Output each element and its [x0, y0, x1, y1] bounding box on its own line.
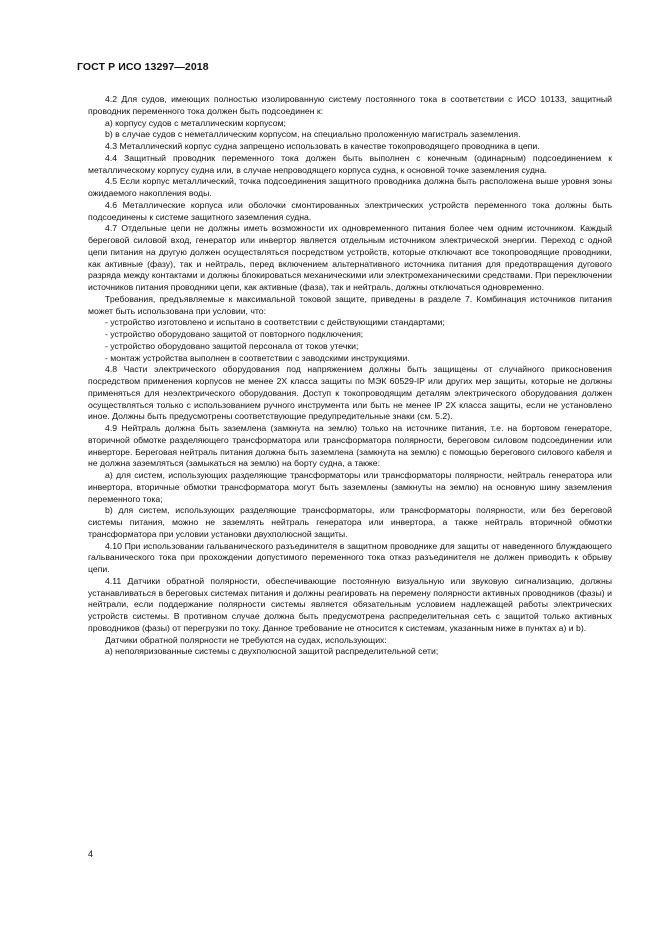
list-item-a: а) корпусу судов с металлическим корпусом; — [105, 117, 286, 128]
page-number: 4 — [88, 849, 94, 859]
list-item-b: b) в случае судов с неметаллическим корпусом, на специально проложенную магистраль заземления. — [105, 129, 521, 140]
list-item-a: а) неполяризованные системы с двухполюсной защитой распределительной сети; — [105, 646, 439, 657]
list-item-dash: - устройство оборудовано защитой персонала от токов утечки; — [105, 340, 359, 351]
paragraph-4-6: 4.6 Металлические корпуса или оболочки смонтированных электрических устройств переменного тока должны быть подсоединены к системе защитного заземления судна. — [88, 199, 612, 222]
paragraph-4-4: 4.4 Защитный проводник переменного тока должен быть выполнен с конечным (одинарным) подсоединением к металлическому корпусу судна или, в случае непроводящего корпуса судна, к основной точке заземления судна. — [88, 152, 612, 175]
page-header-standard-title: ГОСТ Р ИСО 13297—2018 — [77, 61, 209, 73]
paragraph-overcurrent-requirements: Требования, предъявляемые к максимальной токовой защите, приведены в разделе 7. Комбинация источников питания может быть использована при условии, что: — [88, 293, 612, 316]
paragraph-polarity-sensors: Датчики обратной полярности не требуются на судах, использующих: — [105, 634, 387, 645]
paragraph-4-10: 4.10 При использовании гальванического разъединителя в защитном проводнике для защиты от наведенного блуждающего гальванического тока при прохождении допустимого переменного тока отказ разъединителя не должен приводить к обрыву цепи. — [88, 540, 612, 574]
paragraph-4-2: 4.2 Для судов, имеющих полностью изолированную систему постоянного тока в соответствии с ИСО 10133, защитный проводник переменного тока должен быть подсоединен к: — [88, 94, 612, 116]
paragraph-4-9: 4.9 Нейтраль должна быть заземлена (замкнута на землю) только на источнике питания, т.е. на бортовом генераторе, вторичной обмотке разделяющего трансформатора или трансформатора полярности, береговом силовом подсоединении или инверторе. Береговая нейтраль питания должна быть заземлена (замкнута на землю) с помощью берегового силового кабеля и не должна заземляться (замыкаться на землю) на борту судна, а также: — [88, 423, 612, 469]
paragraph-4-8: 4.8 Части электрического оборудования под напряжением должны быть защищены от случайного прикосновения посредством применения корпусов не менее 2Х класса защиты по МЭК 60529-IP или других мер защиты, которые не должны применяться для неэлектрического оборудования. Доступ к токопроводящим деталям электрического оборудования должен осуществляться только с использованием ручного инструмента или быть не менее IP 2X класса защиты, если не установлено иное. Должны быть предусмотрены соответствующие предупредительные знаки (см. 5.2). — [88, 364, 612, 422]
paragraph-4-11: 4.11 Датчики обратной полярности, обеспечивающие постоянную визуальную или звуковую сигнализацию, должны устанавливаться в береговых системах питания и должны реагировать на перемену полярности активных проводников (фазы) и нейтрали, если поддержание полярности системы является обязательным условием надлежащей работы электрических устройств системы. В противном случае должна быть предусмотрена распределительная сеть с защитой только активных проводников (фазы) от перегрузки по току. Данное требование не относится к системам, указанным ниже в пунктах а) и b). — [88, 575, 612, 633]
list-item-dash: - устройство оборудовано защитой от повторного подключения; — [105, 329, 364, 339]
list-item-dash: - устройство изготовлено и испытано в соответствии с действующими стандартами; — [105, 317, 445, 328]
paragraph-4-7: 4.7 Отдельные цепи не должны иметь возможности их одновременного питания более чем одним источником. Каждый береговой силовой вход, генератор или инвертор является отдельным источником электрической энергии. Переход с одной цепи питания на другую должен осуществляться посредством устройств, которые отключают все токопроводящие проводники, как активные (фазу), так и нейтраль, перед включением альтернативного источника питания для предотвращения дугового разряда между контактами и должны блокироваться механическими или электромеханическими средствами. При переключении источников питания проводники цепи, как активные (фаза), так и нейтраль, должны отключаться одновременно. — [88, 223, 612, 292]
paragraph-4-3: 4.3 Металлический корпус судна запрещено использовать в качестве токопроводящего проводника в цепи. — [105, 141, 540, 151]
paragraph-4-5: 4.5 Если корпус металлический, точка подсоединения защитного проводника должна быть расположена выше уровня зоны ожидаемого накопления воды. — [88, 176, 612, 198]
list-item-b: b) для систем, использующих разделяющие трансформаторы, или трансформаторы полярности, или без береговой системы питания, можно не заземлять нейтраль генератора или инвертора, а также нейтраль вторичной обмотки трансформатора при условии установки двухполюсной защиты. — [88, 505, 612, 539]
list-item-dash: - монтаж устройства выполнен в соответствии с заводскими инструкциями. — [105, 352, 410, 363]
document-body — [88, 94, 612, 658]
list-item-a: а) для систем, использующих разделяющие трансформаторы или трансформаторы полярности, нейтраль генератора или инвертора, вторичные обмотки трансформатора могут быть заземлены (замкнуты на землю) на основную шину заземления переменного тока; — [88, 470, 612, 504]
